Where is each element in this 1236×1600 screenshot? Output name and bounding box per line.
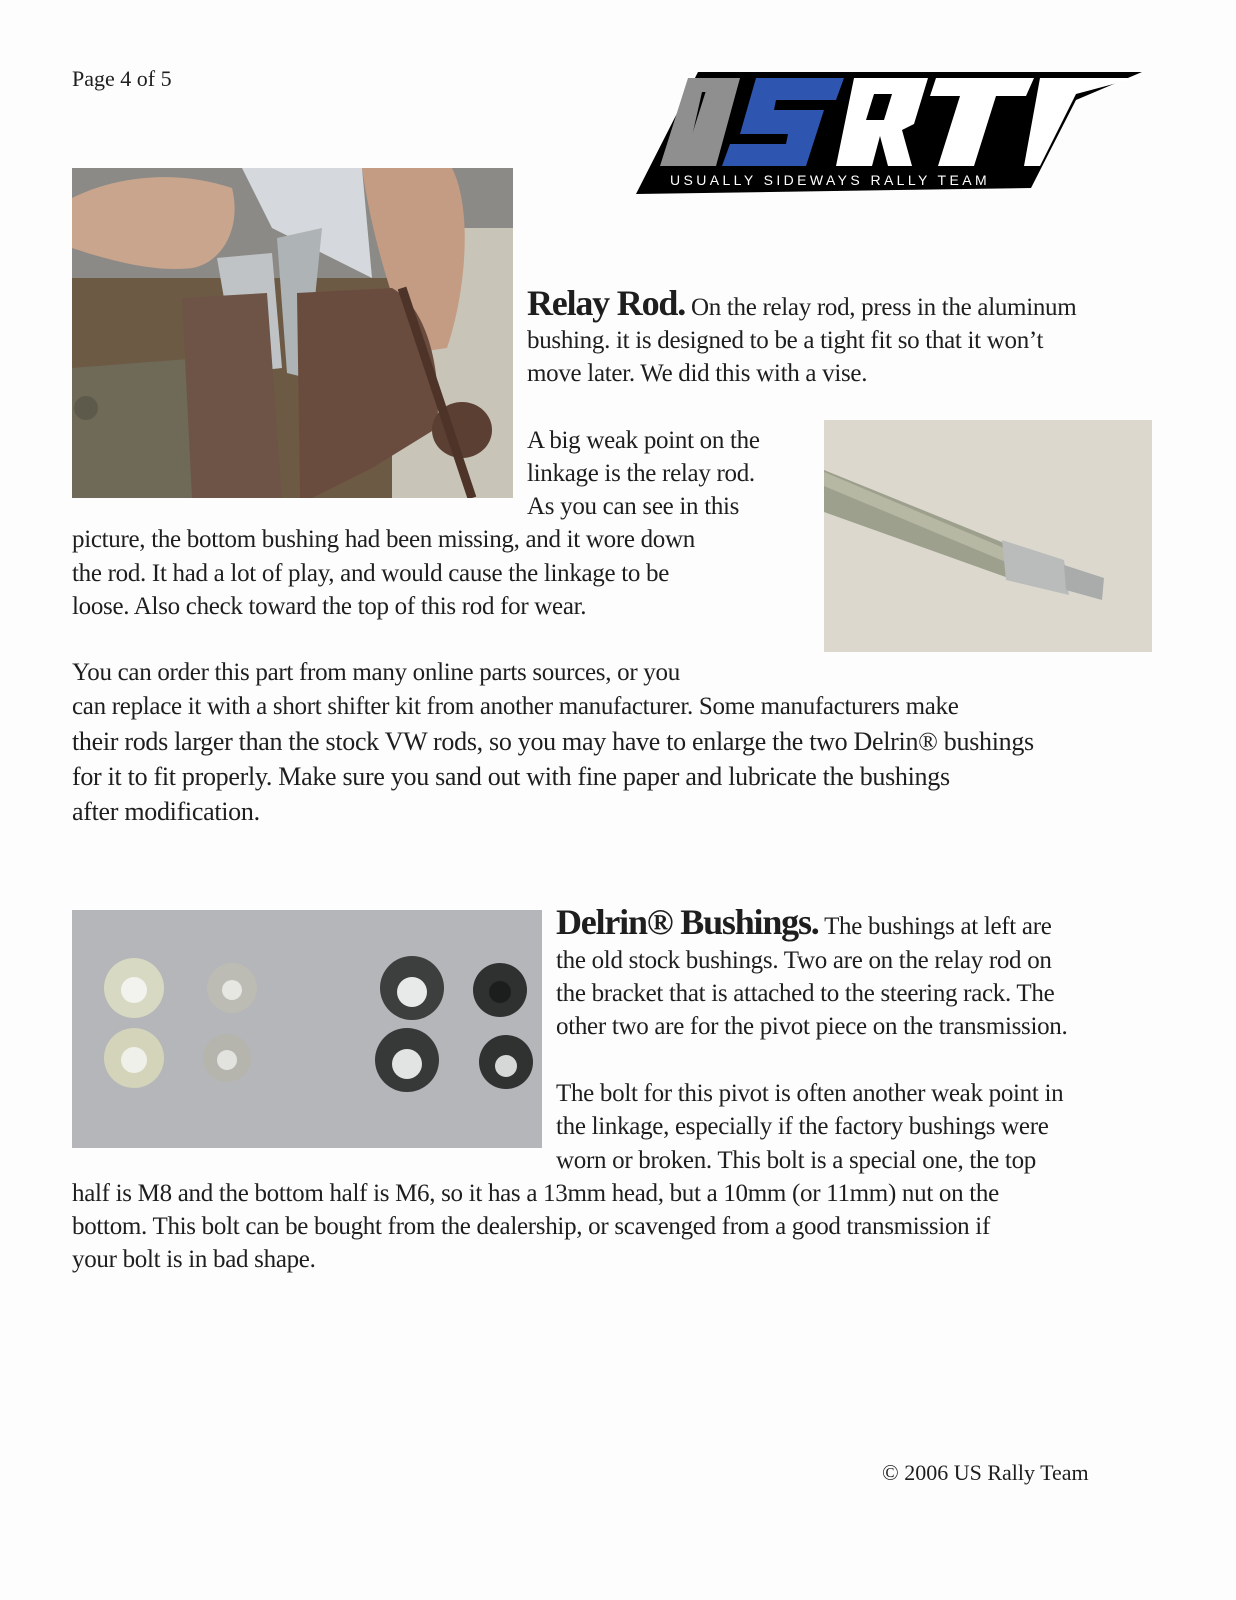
- vise-photo: [72, 168, 513, 498]
- bushings-photo: [72, 910, 542, 1148]
- relay-rod-line-0: On the relay rod, press in the aluminum: [685, 294, 1077, 321]
- logo-swoosh: [1024, 78, 1136, 166]
- delrin-line-6: worn or broken. This bolt is a special one, the top: [556, 1147, 1036, 1174]
- vise-photo-illustration: [72, 168, 513, 498]
- relay-rod-photo: [824, 420, 1152, 652]
- relay-rod-line-7: the rod. It had a lot of play, and would cause the linkage to be: [72, 560, 670, 587]
- relay-rod-first-line: [527, 283, 1077, 325]
- relay-rod-line-4: linkage is the relay rod.: [527, 460, 755, 487]
- relay-rod-heading: Relay Rod.: [527, 283, 685, 323]
- page-number: Page 4 of 5: [72, 66, 172, 91]
- delrin-line-8: bottom. This bolt can be bought from the dealership, or scavenged from a good transmission if: [72, 1213, 990, 1240]
- delrin-line-0: The bushings at left are: [818, 913, 1052, 940]
- bushings-photo-illustration: [72, 910, 542, 1148]
- delrin-first-line: [556, 902, 1052, 944]
- relay-rod-line-2: move later. We did this with a vise.: [527, 360, 868, 387]
- delrin-line-5: the linkage, especially if the factory bushings were: [556, 1113, 1049, 1140]
- delrin-line-9: your bolt is in bad shape.: [72, 1246, 316, 1273]
- logo-tagline: USUALLY SIDEWAYS RALLY TEAM: [670, 172, 991, 188]
- relay-rod-line-13: after modification.: [72, 797, 260, 826]
- usrt-logo: [636, 70, 1142, 196]
- relay-rod-line-1: bushing. it is designed to be a tight fit so that it won’t: [527, 327, 1044, 354]
- delrin-heading: Delrin® Bushings.: [556, 902, 819, 942]
- delrin-line-7: half is M8 and the bottom half is M6, so it has a 13mm head, but a 10mm (or 11mm) nut on the: [72, 1180, 999, 1207]
- relay-rod-line-10: can replace it with a short shifter kit from another manufacturer. Some manufacturers make: [72, 693, 959, 720]
- relay-rod-line-11: their rods larger than the stock VW rods, so you may have to enlarge the two Delrin® bushings: [72, 727, 1034, 756]
- delrin-line-4: The bolt for this pivot is often another weak point in: [556, 1080, 1064, 1107]
- delrin-line-1: the old stock bushings. Two are on the relay rod on: [556, 947, 1052, 974]
- relay-rod-line-5: As you can see in this: [527, 493, 740, 520]
- relay-rod-line-12: for it to fit properly. Make sure you sand out with fine paper and lubricate the bushings: [72, 762, 950, 791]
- relay-rod-photo-illustration: [824, 420, 1152, 652]
- delrin-line-3: other two are for the pivot piece on the transmission.: [556, 1013, 1068, 1040]
- relay-rod-line-8: loose. Also check toward the top of this rod for wear.: [72, 593, 587, 620]
- relay-rod-line-6: picture, the bottom bushing had been missing, and it wore down: [72, 526, 695, 553]
- relay-rod-line-3: A big weak point on the: [527, 427, 760, 454]
- usrt-logo-graphic: [636, 70, 1142, 196]
- copyright-footer: © 2006 US Rally Team: [882, 1460, 1089, 1485]
- relay-rod-line-9: You can order this part from many online parts sources, or you: [72, 659, 680, 686]
- delrin-line-2: the bracket that is attached to the steering rack. The: [556, 980, 1055, 1007]
